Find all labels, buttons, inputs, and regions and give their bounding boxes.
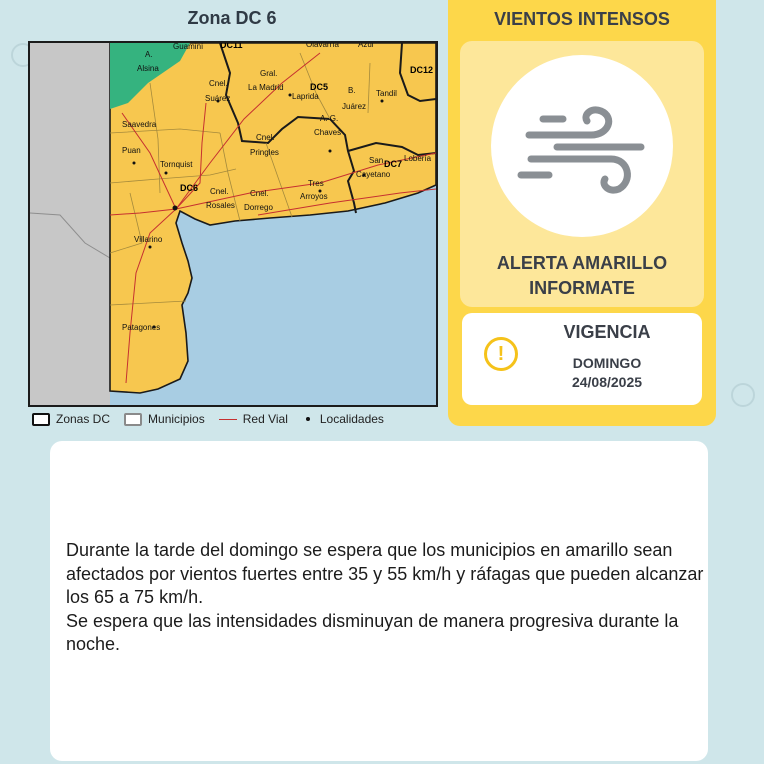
- map-legend: [32, 410, 436, 428]
- map-label-gral-la-madrid-1: Gral.: [260, 69, 278, 78]
- map-label-cnel-suarez-1: Cnel.: [209, 79, 228, 88]
- map-label-cnel-rosales-2: Rosales: [206, 201, 235, 210]
- zone-label-dc6: DC6: [180, 183, 199, 193]
- map-label-b-juarez-1: B.: [348, 86, 356, 95]
- map-label-gral-la-madrid-2: La Madrid: [248, 83, 284, 92]
- zone-label-dc7: DC7: [384, 159, 403, 169]
- map-label-tandil: Tandil: [376, 89, 397, 98]
- validity-date: 24/08/2025: [571, 374, 643, 390]
- alert-panel: [448, 0, 716, 426]
- map-label-tres-arroyos-1: Tres: [308, 179, 324, 188]
- map-label-laprida: Laprida: [292, 92, 319, 101]
- map-title: Zona DC 6: [187, 8, 277, 28]
- map-label-san-cayetano-1: San: [369, 156, 384, 165]
- legend-item-municipalities: [124, 412, 205, 426]
- map-label-villarino: Villarino: [134, 235, 163, 244]
- map-canvas: [30, 43, 436, 405]
- validity-title: VIGENCIA: [563, 322, 651, 342]
- map-label-cnel-rosales-1: Cnel.: [210, 187, 229, 196]
- outside-province-area: [30, 43, 110, 405]
- map-label-cnel-dorrego-2: Dorrego: [244, 203, 273, 212]
- zone-label-dc11: DC11: [220, 43, 243, 50]
- zone-label-dc5: DC5: [310, 82, 329, 92]
- legend-zone-swatch: [32, 413, 50, 426]
- alert-level-line2: INFORMATE: [529, 278, 635, 298]
- legend-label-municipalities: Municipios: [148, 412, 205, 426]
- zone-label-dc12: DC12: [410, 65, 434, 75]
- legend-label-zones: Zonas DC: [56, 412, 111, 426]
- validity-card: [462, 313, 702, 405]
- map-label-puan: Puan: [122, 146, 141, 155]
- legend-road-swatch: [219, 419, 237, 420]
- description-paragraph-2: Se espera que las intensidades disminuyan de manera progresiva durante la noche.: [66, 610, 679, 654]
- description-text: [66, 539, 706, 657]
- map-label-alsina-prefix: A.: [145, 50, 153, 59]
- legend-locality-swatch: [306, 417, 310, 421]
- alert-level-line1: ALERTA AMARILLO: [496, 253, 668, 273]
- map-label-ag-chaves-1: A. G.: [320, 114, 339, 123]
- map-label-alsina: Alsina: [137, 64, 159, 73]
- map-label-olavarria: Olavarría: [306, 43, 339, 49]
- map-label-cnel-suarez-2: Suárez: [205, 94, 231, 103]
- map-label-cnel-pringles-1: Cnel.: [256, 133, 275, 142]
- validity-day: DOMINGO: [572, 355, 642, 371]
- alert-icon-card: [460, 41, 704, 307]
- map-label-patagones: Patagones: [122, 323, 161, 332]
- map-label-guamini: Guaminí: [173, 43, 204, 51]
- legend-label-roads: Red Vial: [242, 412, 288, 426]
- legend-item-roads: [219, 412, 288, 426]
- legend-label-localities: Localidades: [319, 412, 384, 426]
- alert-level: [460, 251, 704, 301]
- description-card: [50, 441, 708, 761]
- map-label-saavedra: Saavedra: [122, 120, 157, 129]
- map-label-loberia: Lobería: [404, 154, 432, 163]
- map-label-ag-chaves-2: Chaves: [314, 128, 342, 137]
- wind-icon: [491, 55, 673, 237]
- wind-icon-circle: [491, 55, 673, 237]
- map-label-cnel-pringles-2: Pringles: [250, 148, 279, 157]
- exclamation-icon: !: [484, 337, 518, 371]
- legend-municipality-swatch: [124, 413, 142, 426]
- legend-item-localities: [302, 412, 384, 426]
- legend-item-zones: [32, 412, 110, 426]
- description-paragraph-1: Durante la tarde del domingo se espera que los municipios en amarillo sean afectados por vientos fuertes entre 35 y 55 km/h y ráfagas que pueden alcanzar los 65 a 75 km/h.: [66, 540, 704, 607]
- map-label-san-cayetano-2: Cayetano: [356, 170, 391, 179]
- alert-map: [28, 41, 438, 407]
- map-label-cnel-dorrego-1: Cnel.: [250, 189, 269, 198]
- map-label-b-juarez-2: Juárez: [342, 102, 367, 111]
- map-label-azul: Azul: [358, 43, 374, 49]
- alert-heading: VIENTOS INTENSOS: [494, 9, 670, 29]
- map-label-tres-arroyos-2: Arroyos: [300, 192, 328, 201]
- watermark-mark: [728, 380, 758, 410]
- map-label-tornquist: Tornquist: [160, 160, 193, 169]
